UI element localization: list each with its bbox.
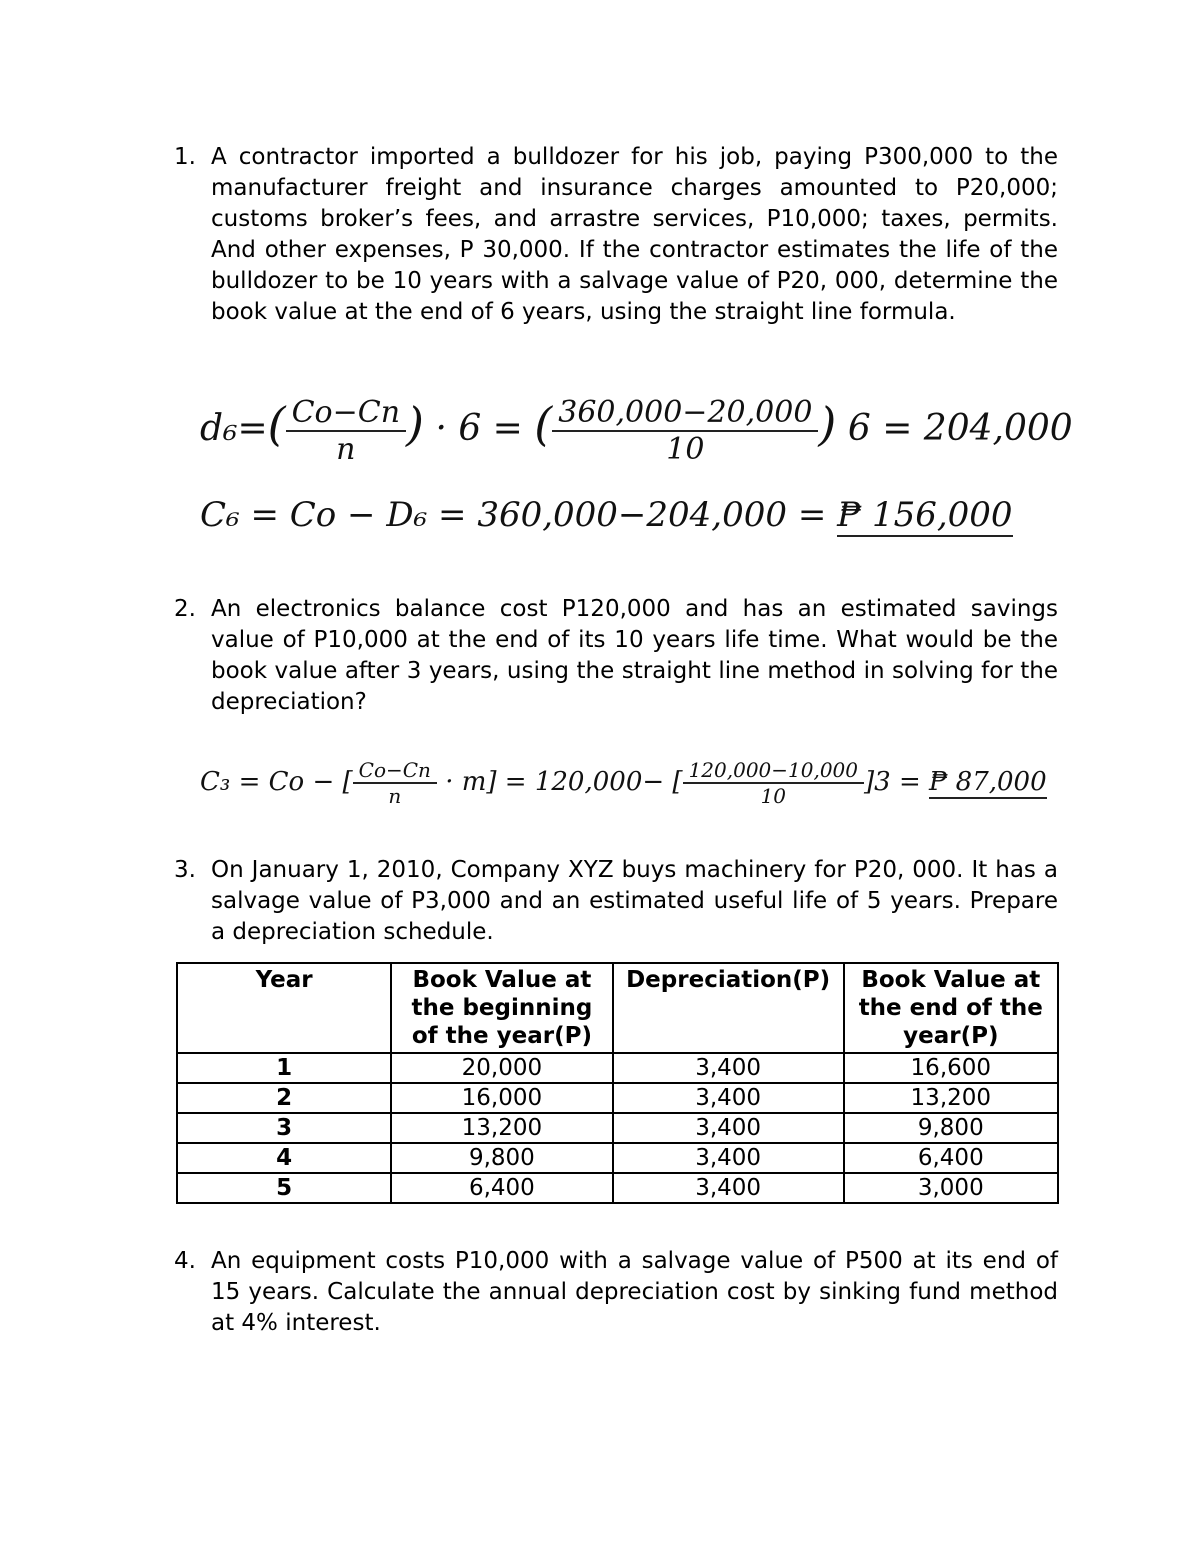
header-depreciation: Depreciation(P) [613,963,844,1053]
problem-text: An electronics balance cost P120,000 and has an estimated savings value of P10,000 at the end of its 10 years life time. What would be the book value after 3 years, using the straight line method in solving for the depreciation? [211,596,1058,715]
cell-book-value-beginning: 9,800 [391,1143,613,1173]
solution-2-line [200,758,1047,808]
header-book-value-end: Book Value at the end of the year(P) [844,963,1058,1053]
cell-book-value-end: 16,600 [844,1053,1058,1083]
cell-book-value-beginning: 6,400 [391,1173,613,1203]
table-row [177,1053,1058,1083]
solution-1-line-2 [200,495,1013,535]
table-row [177,1143,1058,1173]
problem-number: 3. [174,857,196,883]
cell-depreciation: 3,400 [613,1173,844,1203]
problem-1 [174,142,1058,328]
cell-depreciation: 3,400 [613,1113,844,1143]
problem-text: An equipment costs P10,000 with a salvage value of P500 at its end of 15 years. Calculate the annual depreciation cost by sinking fund method at 4% interest. [211,1248,1058,1336]
handwritten-solution-2 [200,758,1080,828]
problem-2 [174,594,1058,718]
cell-book-value-beginning: 13,200 [391,1113,613,1143]
cell-book-value-beginning: 20,000 [391,1053,613,1083]
cell-book-value-end: 9,800 [844,1113,1058,1143]
cell-year: 4 [177,1143,391,1173]
solution-2-lhs: C₃ = Co − [ [200,767,353,797]
solution-2-tail: ]3 = [864,767,921,797]
solution-1-line-2-text: C₆ = Co − D₆ = 360,000−204,000 = [200,495,827,535]
problem-number: 4. [174,1248,196,1274]
solution-1-lhs: d₆= [200,408,268,449]
header-year: Year [177,963,391,1053]
cell-book-value-end: 3,000 [844,1173,1058,1203]
problem-number: 1. [174,144,196,170]
cell-year: 5 [177,1173,391,1203]
cell-year: 1 [177,1053,391,1083]
problem-text: On January 1, 2010, Company XYZ buys machinery for P20, 000. It has a salvage value of P3,000 and an estimated useful life of 5 years. Prepare a depreciation schedule. [211,857,1058,945]
problem-3 [174,855,1058,948]
solution-2-answer: ₱ 87,000 [929,767,1047,797]
cell-book-value-end: 6,400 [844,1143,1058,1173]
cell-book-value-end: 13,200 [844,1083,1058,1113]
cell-depreciation: 3,400 [613,1053,844,1083]
header-book-value-beginning: Book Value at the beginning of the year(P) [391,963,613,1053]
problem-number: 2. [174,596,196,622]
solution-1-result: = 204,000 [882,408,1073,449]
solution-1-fraction-1: $\frac{Co-Cn}{n}$ [286,395,406,467]
depreciation-schedule-table [176,962,1059,1204]
solution-1-times: · 6 = [435,408,523,449]
solution-1-line-1: d₆=( $\frac{Co-Cn}{n}$ ) · 6 = ( $\frac{360,000-20,000}{10}$ ) 6 = 204,000 [200,395,1073,467]
cell-depreciation: 3,400 [613,1143,844,1173]
table-header-row [177,963,1058,1053]
cell-depreciation: 3,400 [613,1083,844,1113]
solution-2-fraction-1: $\frac{Co-Cn}{n}$ [353,758,437,808]
solution-1-multiplier: 6 [847,408,871,449]
problem-4 [174,1246,1058,1339]
cell-year: 3 [177,1113,391,1143]
solution-1-answer: ₱ 156,000 [837,495,1013,535]
table-row [177,1083,1058,1113]
problem-text: A contractor imported a bulldozer for his job, paying P300,000 to the manufacturer freight and insurance charges amounted to P20,000; customs broker’s fees, and arrastre services, P10,000; taxes, permits. And other expenses, P 30,000. If the contractor estimates the life of the bulldozer to be 10 years with a salvage value of P20, 000, determine the book value at the end of 6 years, using the straight line formula. [211,144,1058,325]
cell-year: 2 [177,1083,391,1113]
solution-1-fraction-2: $\frac{360,000-20,000}{10}$ [552,395,818,467]
handwritten-solution-1 [200,395,1073,555]
solution-2-fraction-2: $\frac{120,000-10,000}{10}$ [683,758,864,808]
cell-book-value-beginning: 16,000 [391,1083,613,1113]
table-row [177,1173,1058,1203]
solution-2-mid: · m] = 120,000− [ [445,767,683,797]
table-row [177,1113,1058,1143]
